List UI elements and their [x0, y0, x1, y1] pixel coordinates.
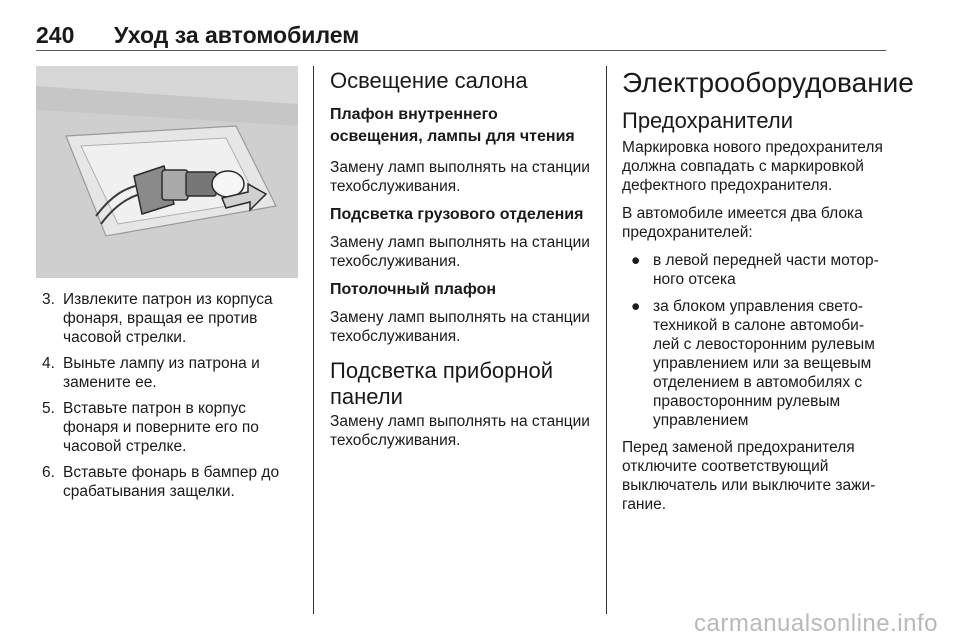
bullet-icon: ●	[631, 298, 641, 315]
bullet-icon: ●	[631, 252, 641, 269]
ceiling-lamp-text: Замену ламп выполнять на станции техобслуживания.	[330, 309, 590, 345]
steps-column	[42, 290, 298, 508]
lamp-socket-figure	[36, 66, 298, 278]
reading-lamps-text: Замену ламп выполнять на станции техобслуживания.	[330, 159, 590, 195]
column-divider-1	[313, 66, 314, 614]
step-number: 3.	[42, 291, 55, 308]
fuse-warning-text: Перед заменой предохранителя отключите соответствующий выключатель или выключите зажигание.	[622, 439, 876, 513]
ceiling-lamp-heading: Потолочный плафон	[330, 281, 497, 298]
panel-lighting-heading: Подсветка приборной панели	[330, 358, 554, 409]
list-item	[42, 354, 298, 392]
electrical-heading: Электрооборудование	[622, 67, 914, 98]
electrical-column	[622, 67, 914, 523]
chapter-title: Уход за автомобилем	[114, 22, 360, 48]
step-text: Вставьте патрон в корпус фонаря и поверните его по часовой стрелке.	[63, 400, 259, 455]
step-number: 4.	[42, 355, 55, 372]
list-item	[42, 290, 298, 347]
step-text: Извлеките патрон из корпуса фонаря, вращая ее против часовой стрелки.	[63, 291, 273, 346]
watermark: carmanualsonline.info	[694, 610, 938, 637]
step-text: Вставьте фонарь в бампер до срабатывания защелки.	[63, 464, 280, 500]
list-item	[42, 463, 298, 501]
list-item	[622, 297, 884, 430]
page-header	[36, 22, 886, 52]
fuse-box-locations	[622, 251, 884, 430]
cargo-lighting-heading: Подсветка грузового отделения	[330, 206, 584, 223]
step-number: 5.	[42, 400, 55, 417]
steps-list	[42, 290, 298, 501]
fuses-text: Маркировка нового предохранителя должна совпадать с маркировкой дефектного предохранителя.	[622, 139, 883, 194]
bullet-text: за блоком управления светотехникой в салоне автомобилей с левосторонним рулевым управлением или за вещевым отделением в автомобилях с правосторонним рулевым управлением	[653, 298, 875, 429]
lamp-socket-removal-illustration	[36, 66, 298, 278]
interior-lighting-heading: Освещение салона	[330, 68, 528, 93]
reading-lamps-heading: Плафон внутреннего освещения, лампы для чтения	[330, 106, 575, 145]
header-rule	[36, 50, 886, 51]
page-number: 240	[36, 22, 75, 48]
interior-lighting-column	[330, 68, 590, 459]
bullet-text: в левой передней части моторного отсека	[653, 252, 879, 288]
step-number: 6.	[42, 464, 55, 481]
fuse-boxes-text: В автомобиле имеется два блока предохранителей:	[622, 205, 863, 241]
list-item	[42, 399, 298, 456]
panel-lighting-text: Замену ламп выполнять на станции техобслуживания.	[330, 413, 590, 449]
list-item	[622, 251, 884, 289]
step-text: Выньте лампу из патрона и замените ее.	[63, 355, 260, 391]
fuses-heading: Предохранители	[622, 108, 793, 133]
cargo-lighting-text: Замену ламп выполнять на станции техобслуживания.	[330, 234, 590, 270]
column-divider-2	[606, 66, 607, 614]
